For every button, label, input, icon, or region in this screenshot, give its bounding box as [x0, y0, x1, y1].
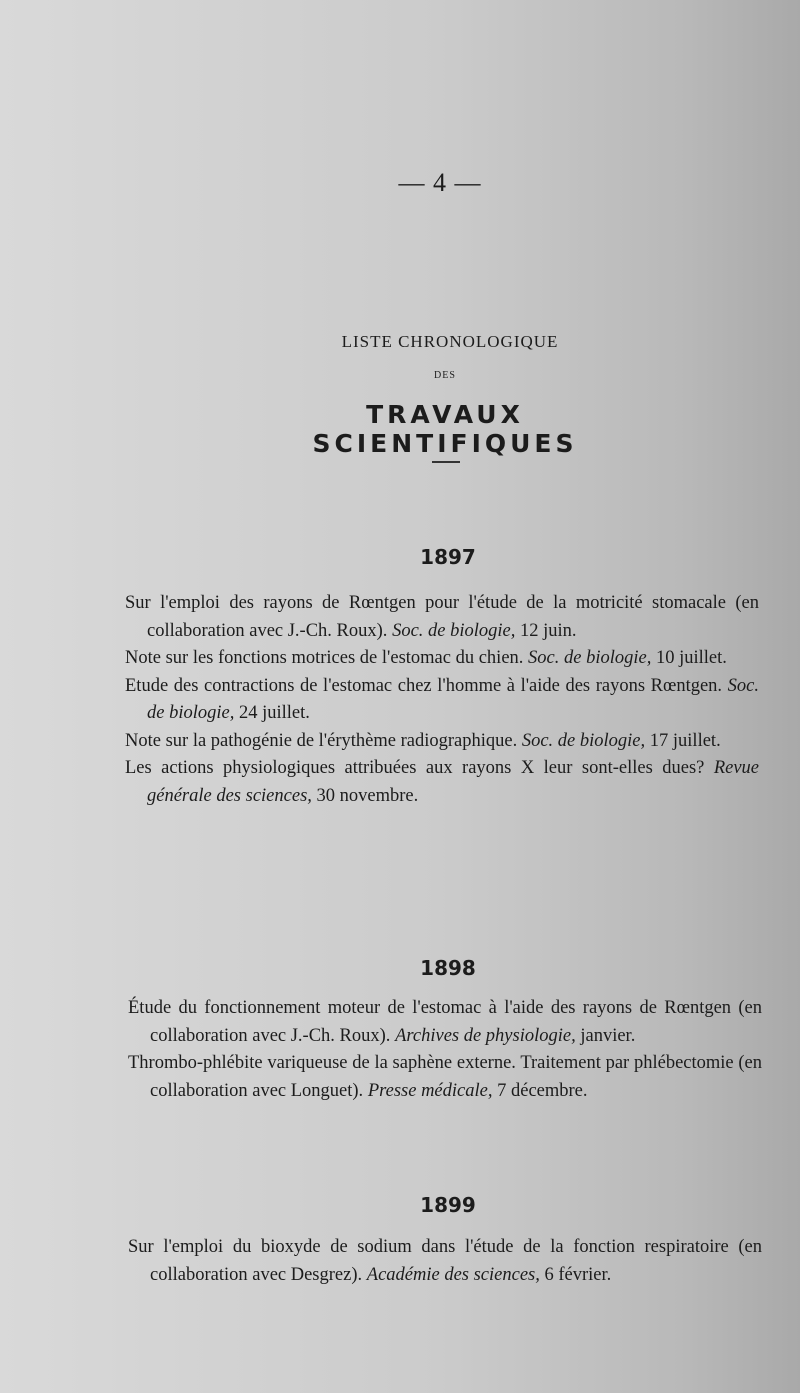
publication-entry: Etude des contractions de l'estomac chez l'homme à l'aide des rayons Rœntgen. Soc. de biologie, 24 juillet.: [125, 675, 759, 723]
publication-entry: Sur l'emploi des rayons de Rœntgen pour l'étude de la motricité stomacale (en collaboration avec J.-Ch. Roux). Soc. de biologie, 12 juin.: [125, 593, 759, 641]
list-title-connector: DES: [434, 370, 456, 381]
entries-1898: [128, 995, 762, 1105]
publication-entry: Note sur les fonctions motrices de l'estomac du chien. Soc. de biologie, 10 juillet.: [125, 648, 727, 668]
publication-entry: Thrombo-phlébite variqueuse de la saphène externe. Traitement par phlébectomie (en collaboration avec Longuet). Presse médicale, 7 décembre.: [128, 1053, 762, 1101]
main-title: TRAVAUX SCIENTIFIQUES: [312, 400, 578, 458]
list-title: LISTE CHRONOLOGIQUE: [341, 332, 559, 351]
year-heading-1897: 1897: [420, 545, 476, 569]
title-rule: [432, 461, 460, 463]
entries-1899: [128, 1234, 762, 1289]
publication-entry: Étude du fonctionnement moteur de l'estomac à l'aide des rayons de Rœntgen (en collaboration avec J.-Ch. Roux). Archives de physiologie, janvier.: [128, 998, 762, 1046]
page-number: — 4 —: [398, 168, 482, 197]
publication-entry: Note sur la pathogénie de l'érythème radiographique. Soc. de biologie, 17 juillet.: [125, 730, 721, 751]
publication-entry: Sur l'emploi du bioxyde de sodium dans l'étude de la fonction respiratoire (en collaboration avec Desgrez). Académie des sciences, 6 février.: [128, 1237, 762, 1285]
publication-entry: Les actions physiologiques attribuées aux rayons X leur sont-elles dues? Revue générale des sciences, 30 novembre.: [125, 758, 759, 806]
entries-1897: [125, 590, 759, 810]
year-heading-1899: 1899: [420, 1193, 476, 1217]
year-heading-1898: 1898: [420, 956, 476, 980]
